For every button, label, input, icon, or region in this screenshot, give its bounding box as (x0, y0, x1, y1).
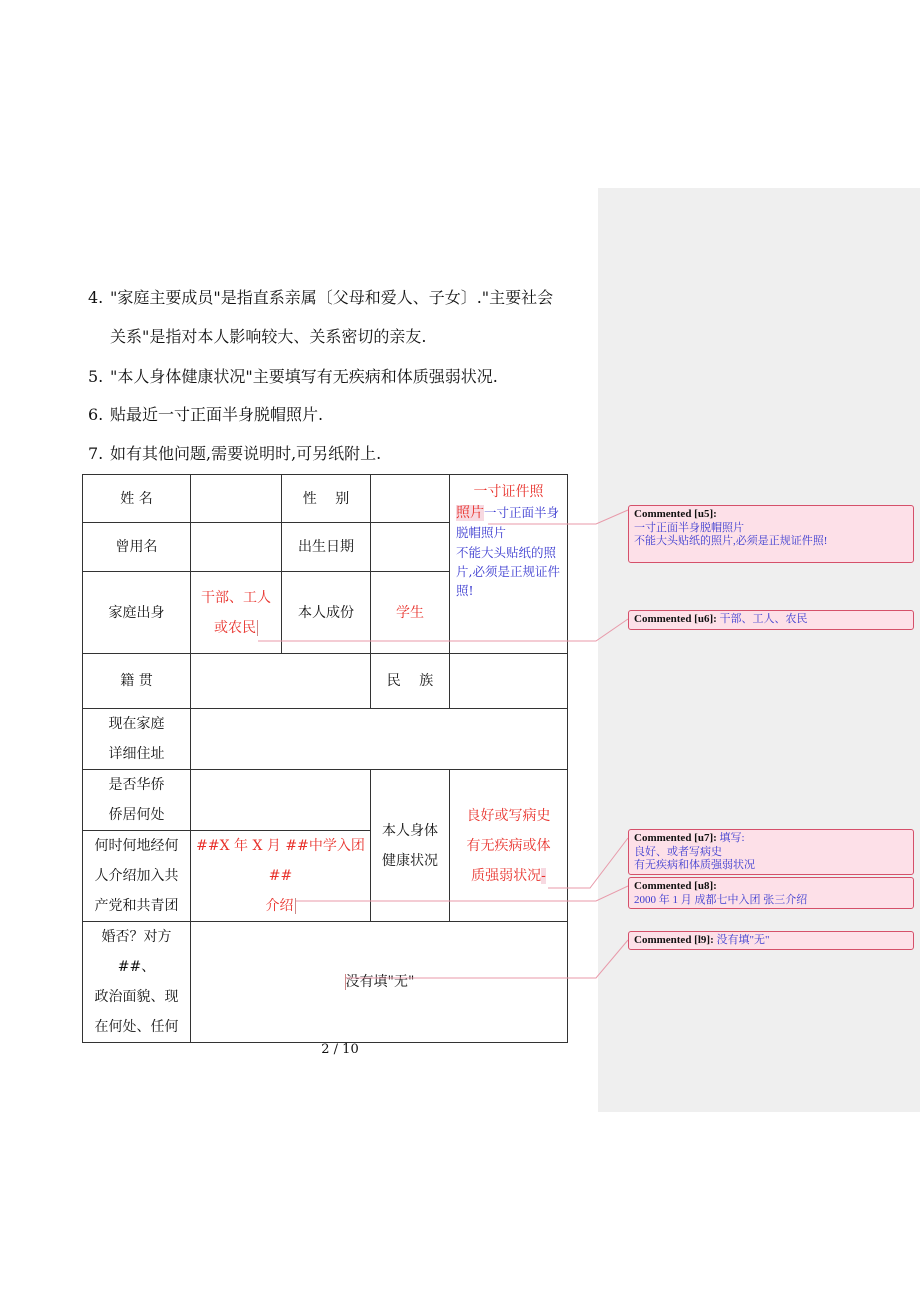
comment-u6[interactable]: Commented [u6]: 干部、工人、农民 (628, 610, 914, 630)
gender-label: 性 别 (282, 475, 371, 523)
name-label: 姓 名 (83, 475, 191, 523)
marriage-label: 婚否？对方##、 政治面貌、现 在何处、任何 (83, 922, 191, 1043)
photo-desc: 不能大头贴纸的照片,必须是正规证件照! (456, 545, 560, 598)
comment-u7[interactable]: Commented [u7]: 填写: 良好、或者写病史 有无疾病和体质强弱状况 (628, 829, 914, 875)
self-status-label: 本人成份 (282, 572, 371, 654)
marriage-field[interactable]: 没有填"无" (191, 922, 568, 1043)
connector-l9 (346, 940, 628, 978)
address-label: 现在家庭 详细住址 (83, 709, 191, 770)
note-5: 5. "本人身体健康状况"主要填写有无疾病和体质强弱状况. (88, 367, 498, 386)
former-name-label: 曾用名 (83, 523, 191, 572)
connector-u7 (548, 838, 628, 888)
photo-title-2: 照片 (456, 505, 484, 521)
self-status-field[interactable]: 学生 (371, 572, 450, 654)
page-number: 2 / 10 (321, 1042, 359, 1057)
join-party-field[interactable]: ##X 年 X 月 ##中学入团## 介绍 (191, 831, 371, 922)
comment-u8[interactable]: Commented [u8]: 2000 年 1 月 成都七中入团 张三介绍 (628, 877, 914, 909)
family-origin-label: 家庭出身 (83, 572, 191, 654)
birth-label: 出生日期 (282, 523, 371, 572)
connector-u6 (258, 619, 628, 641)
health-label: 本人身体 健康状况 (371, 770, 450, 922)
native-place-label: 籍 贯 (83, 654, 191, 709)
note-7: 7. 如有其他问题,需要说明时,可另纸附上. (88, 444, 382, 463)
comment-l9[interactable]: Commented [l9]: 没有填"无" (628, 931, 914, 950)
note-4: 4. "家庭主要成员"是指直系亲属〔父母和爱人、子女〕."主要社会 (88, 288, 554, 307)
family-origin-field[interactable]: 干部、工人 或农民 (191, 572, 282, 654)
overseas-label: 是否华侨 侨居何处 (83, 770, 191, 831)
note-6: 6. 贴最近一寸正面半身脱帽照片. (88, 405, 324, 424)
join-party-label: 何时何地经何 人介绍加入共 产党和共青团 (83, 831, 191, 922)
ethnic-label: 民 族 (371, 654, 450, 709)
comment-u5[interactable]: Commented [u5]: 一寸正面半身脱帽照片 不能大头贴纸的照片,必须是正规证件照! (628, 505, 914, 563)
note-4-cont: 关系"是指对本人影响较大、关系密切的亲友. (110, 327, 427, 346)
connector-u5 (488, 510, 628, 524)
health-field[interactable]: 良好或写病史 有无疾病或体 质强弱状况- (450, 770, 568, 922)
photo-title: 一寸证件照 (473, 484, 544, 500)
photo-inline-text: 一寸正面半身脱帽照片 (456, 505, 560, 540)
